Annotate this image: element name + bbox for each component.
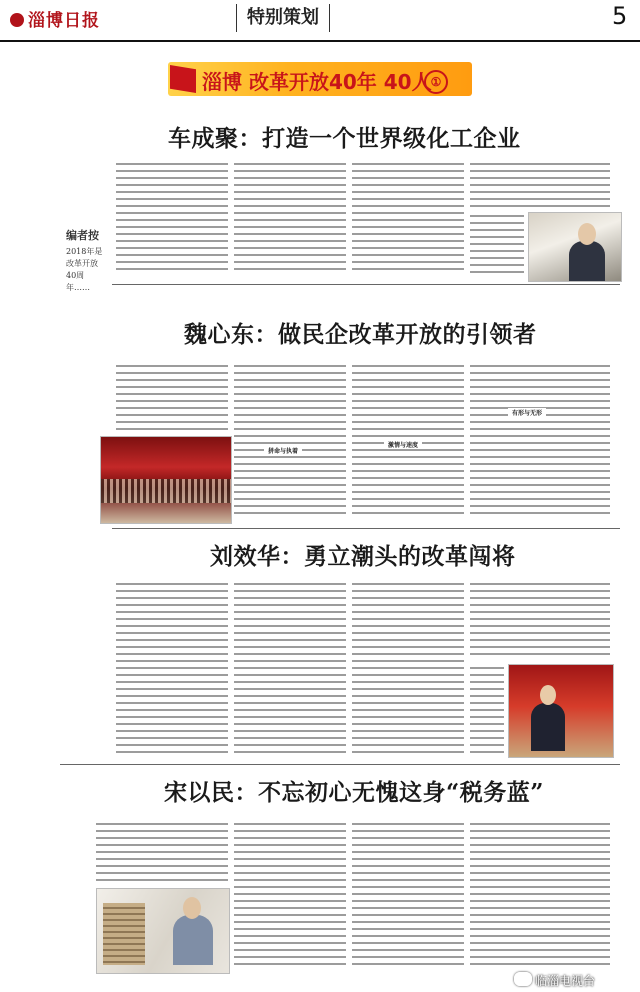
section-title: 特别策划 [236,4,330,32]
article-body-text [470,664,504,756]
article-body-text [470,580,610,660]
editor-note-label: 编者按 [66,229,99,242]
article-body-text [116,580,228,756]
article-body-text [470,212,524,274]
flag-icon [170,65,196,93]
article-body-text [234,820,346,970]
series-banner [168,62,472,96]
section-heading: 激情与速度 [384,440,422,449]
newspaper-logo: 淄博日报 [10,6,100,31]
article-body-text [470,820,610,968]
masthead [0,0,640,42]
series-banner-title: 淄博 改革开放40年 40人 [202,70,432,94]
article-photo [508,664,614,758]
article-title: 刘效华：勇立潮头的改革闯将 [210,543,516,570]
article-body-text [352,362,464,516]
article-body-text [96,820,228,884]
article-body-text [234,362,346,516]
article-body-text [352,580,464,756]
article-title: 宋以民：不忘初心无愧这身“税务蓝” [164,779,544,806]
divider [112,528,620,529]
wechat-icon [514,972,532,986]
article-photo [96,888,230,974]
article-title: 魏心东：做民企改革开放的引领者 [184,321,537,348]
series-issue-number: ① [424,70,448,94]
divider [60,764,620,765]
editor-note-text: 2018年是改革开放40周年…… [66,247,103,292]
article-body-text [352,160,464,274]
logo-emblem-icon [10,13,24,27]
section-heading: 拼命与执着 [264,446,302,455]
divider [112,284,620,285]
article-body-text [352,820,464,970]
article-body-text [234,160,346,274]
article-body-text [470,160,610,210]
article-title: 车成聚：打造一个世界级化工企业 [168,125,521,152]
article-body-text [116,362,228,434]
article-body-text [234,580,346,756]
article-body-text [116,160,228,274]
watermark: 临淄电视台 [514,972,595,989]
article-photo [100,436,232,524]
page-number: 5 [612,2,628,30]
article-photo [528,212,622,282]
section-heading: 有形与无形 [508,408,546,417]
article-body-text [470,362,610,516]
